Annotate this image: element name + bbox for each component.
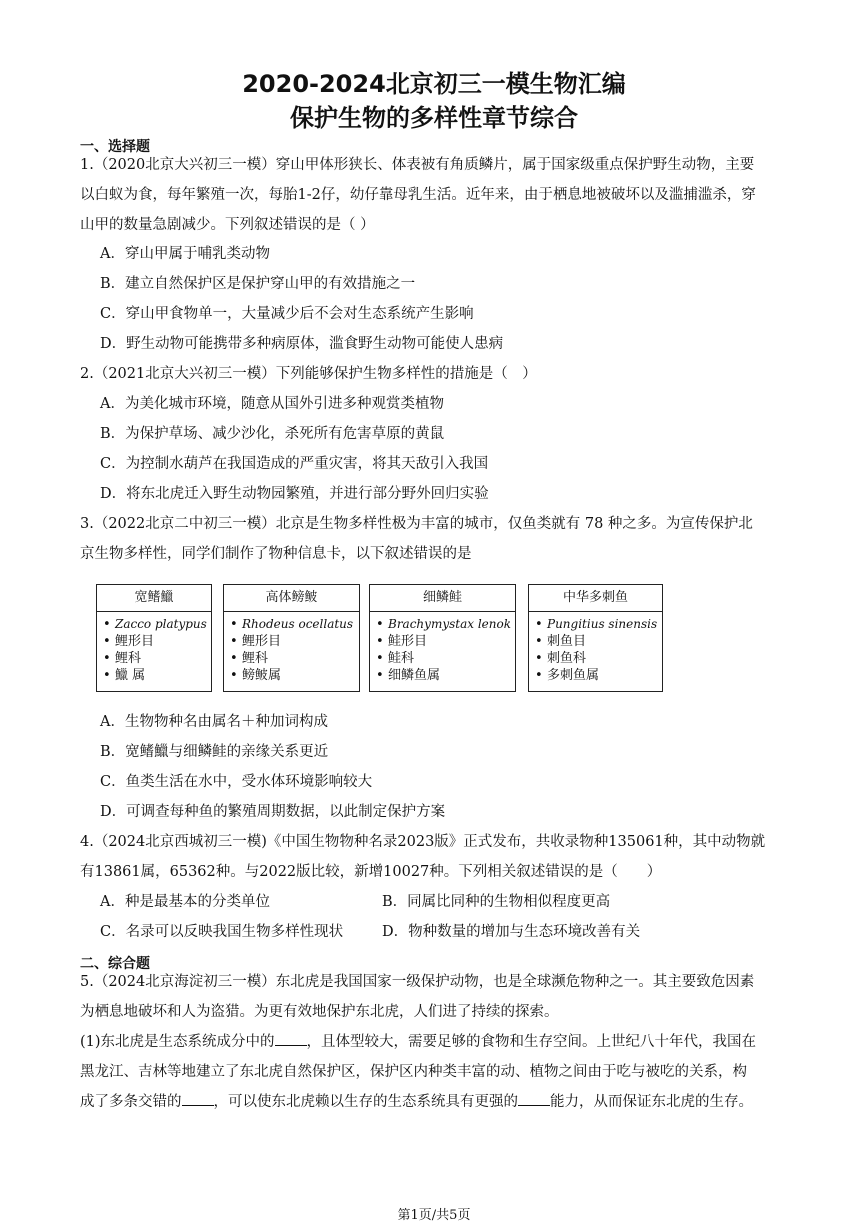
species-card-family: 鲤科 (115, 651, 142, 666)
question-4-option-a: A．种是最基本的分类单位 (100, 894, 270, 910)
document-title: 2020-2024北京初三一模生物汇编 (242, 70, 626, 98)
question-4-option-c: C．名录可以反映我国生物多样性现状 (100, 924, 344, 940)
text-fragment: 能力，从而保证东北虎的生存。 (550, 1094, 753, 1110)
question-4-stem (80, 827, 792, 887)
species-card-latin-name: Zacco platypus (115, 617, 207, 631)
text-fragment: ，可以使东北虎赖以生存的生态系统具有更强的 (213, 1094, 518, 1110)
question-2-option-a: A．为美化城市环境，随意从国外引进多种观赏类植物 (100, 396, 444, 412)
question-5-part-1-line-2: 黑龙江、吉林等地建立了东北虎自然保护区，保护区内种类丰富的动、植物之间由于吃与被吃的关系，构 (80, 1064, 747, 1080)
text-fragment: ，且体型较大，需要足够的食物和生存空间。上世纪八十年代，我国在 (306, 1034, 757, 1050)
species-card-family: 鲤科 (242, 651, 269, 666)
answer-blank[interactable] (275, 1031, 307, 1046)
question-3-line-2: 京生物多样性，同学们制作了物种信息卡，以下叙述错误的是 (80, 546, 472, 562)
species-card-genus: 细鳞鱼属 (388, 668, 441, 683)
answer-blank[interactable] (518, 1091, 550, 1106)
question-5-stem (80, 967, 792, 1117)
question-3-option-c: C．鱼类生活在水中，受水体环境影响较大 (100, 774, 373, 790)
question-1-option-d: D．野生动物可能携带多种病原体，滥食野生动物可能使人患病 (100, 336, 504, 352)
question-3-option-b: B．宽鳍鱲与细鳞鲑的亲缘关系更近 (100, 744, 329, 760)
answer-blank[interactable] (182, 1091, 214, 1106)
species-card-genus: 鱲 属 (115, 668, 146, 683)
species-card-latin-name: Brachymystax lenok (388, 617, 511, 631)
question-1-option-b: B．建立自然保护区是保护穿山甲的有效措施之一 (100, 276, 416, 292)
species-card-latin-name: Rhodeus ocellatus (242, 617, 354, 631)
question-2-stem: 2.（2021北京大兴初三一模）下列能够保护生物多样性的措施是（ ） (80, 366, 537, 382)
species-card-name: 高体鳑鲏 (224, 585, 359, 612)
text-fragment: 成了多条交错的 (80, 1094, 182, 1110)
section-heading-choice: 一、选择题 (80, 139, 150, 155)
species-card: 高体鳑鲏 • Rhodeus ocellatus • 鲤形目 • 鲤科 • 鳑鲏属 (223, 584, 360, 692)
section-heading-comprehensive: 二、综合题 (80, 956, 150, 972)
species-card: 中华多刺鱼 • Pungitius sinensis • 刺鱼目 • 刺鱼科 • 多刺鱼属 (528, 584, 663, 692)
question-1-stem (80, 150, 792, 240)
question-4-line-2: 有13861属，65362种。与2022版比较，新增10027种。下列相关叙述错误的是（ ） (80, 864, 662, 880)
species-card-name: 细鳞鲑 (370, 585, 515, 612)
question-2-option-d: D．将东北虎迁入野生动物园繁殖，并进行部分野外回归实验 (100, 486, 489, 502)
question-5-part-1-line-3 (80, 1087, 792, 1117)
question-2-option-c: C．为控制水葫芦在我国造成的严重灾害，将其天敌引入我国 (100, 456, 489, 472)
page-footer: 第1页/共5页 (397, 1208, 471, 1223)
question-5-line-1: 5.（2024北京海淀初三一模）东北虎是我国国家一级保护动物，也是全球濒危物种之一。其主要致危因素 (80, 974, 755, 990)
question-1-line-1: 1.（2020北京大兴初三一模）穿山甲体形狭长、体表被有角质鳞片，属于国家级重点保护野生动物，主要 (80, 157, 755, 173)
species-card-name: 宽鳍鱲 (97, 585, 211, 612)
document-subtitle: 保护生物的多样性章节综合 (290, 104, 578, 132)
question-4-option-d: D．物种数量的增加与生态环境改善有关 (382, 924, 641, 940)
question-3-line-1: 3.（2022北京二中初三一模）北京是生物多样性极为丰富的城市，仅鱼类就有 78 种之多。为宣传保护北 (80, 516, 753, 532)
species-card-family: 刺鱼科 (547, 651, 587, 666)
species-card-order: 鲑形目 (388, 634, 428, 649)
species-card: 细鳞鲑 • Brachymystax lenok • 鲑形目 • 鲑科 • 细鳞鱼属 (369, 584, 516, 692)
question-5-line-2: 为栖息地破坏和人为盗猎。为更有效地保护东北虎，人们进了持续的探索。 (80, 1004, 559, 1020)
species-card-order: 鲤形目 (115, 634, 155, 649)
question-1-option-c: C．穿山甲食物单一，大量减少后不会对生态系统产生影响 (100, 306, 474, 322)
question-4-line-1: 4.（2024北京西城初三一模)《中国生物物种名录2023版》正式发布，共收录物种135061种，其中动物就 (80, 834, 766, 850)
question-5-part-1-line-1 (80, 1027, 792, 1057)
species-card-name: 中华多刺鱼 (529, 585, 662, 612)
question-3-stem (80, 509, 792, 569)
species-card: 宽鳍鱲 • Zacco platypus • 鲤形目 • 鲤科 • 鱲 属 (96, 584, 212, 692)
text-fragment: (1)东北虎是生态系统成分中的 (80, 1034, 275, 1050)
question-3-option-d: D．可调查每种鱼的繁殖周期数据，以此制定保护方案 (100, 804, 446, 820)
species-card-genus: 鳑鲏属 (242, 668, 282, 683)
question-3-option-a: A．生物物种名由属名＋种加词构成 (100, 714, 328, 730)
species-card-family: 鲑科 (388, 651, 415, 666)
species-card-latin-name: Pungitius sinensis (547, 617, 658, 631)
question-2-option-b: B．为保护草场、减少沙化，杀死所有危害草原的黄鼠 (100, 426, 445, 442)
species-card-genus: 多刺鱼属 (547, 668, 600, 683)
species-card-order: 刺鱼目 (547, 634, 587, 649)
question-1-line-2: 以白蚁为食，每年繁殖一次，每胎1-2仔，幼仔靠母乳生活。近年来，由于栖息地被破坏以及滥捕滥杀，穿 (80, 187, 756, 203)
question-4-option-b: B．同属比同种的生物相似程度更高 (382, 894, 611, 910)
question-1-line-3: 山甲的数量急剧减少。下列叙述错误的是（ ） (80, 217, 375, 233)
species-card-order: 鲤形目 (242, 634, 282, 649)
question-1-option-a: A．穿山甲属于哺乳类动物 (100, 246, 270, 262)
